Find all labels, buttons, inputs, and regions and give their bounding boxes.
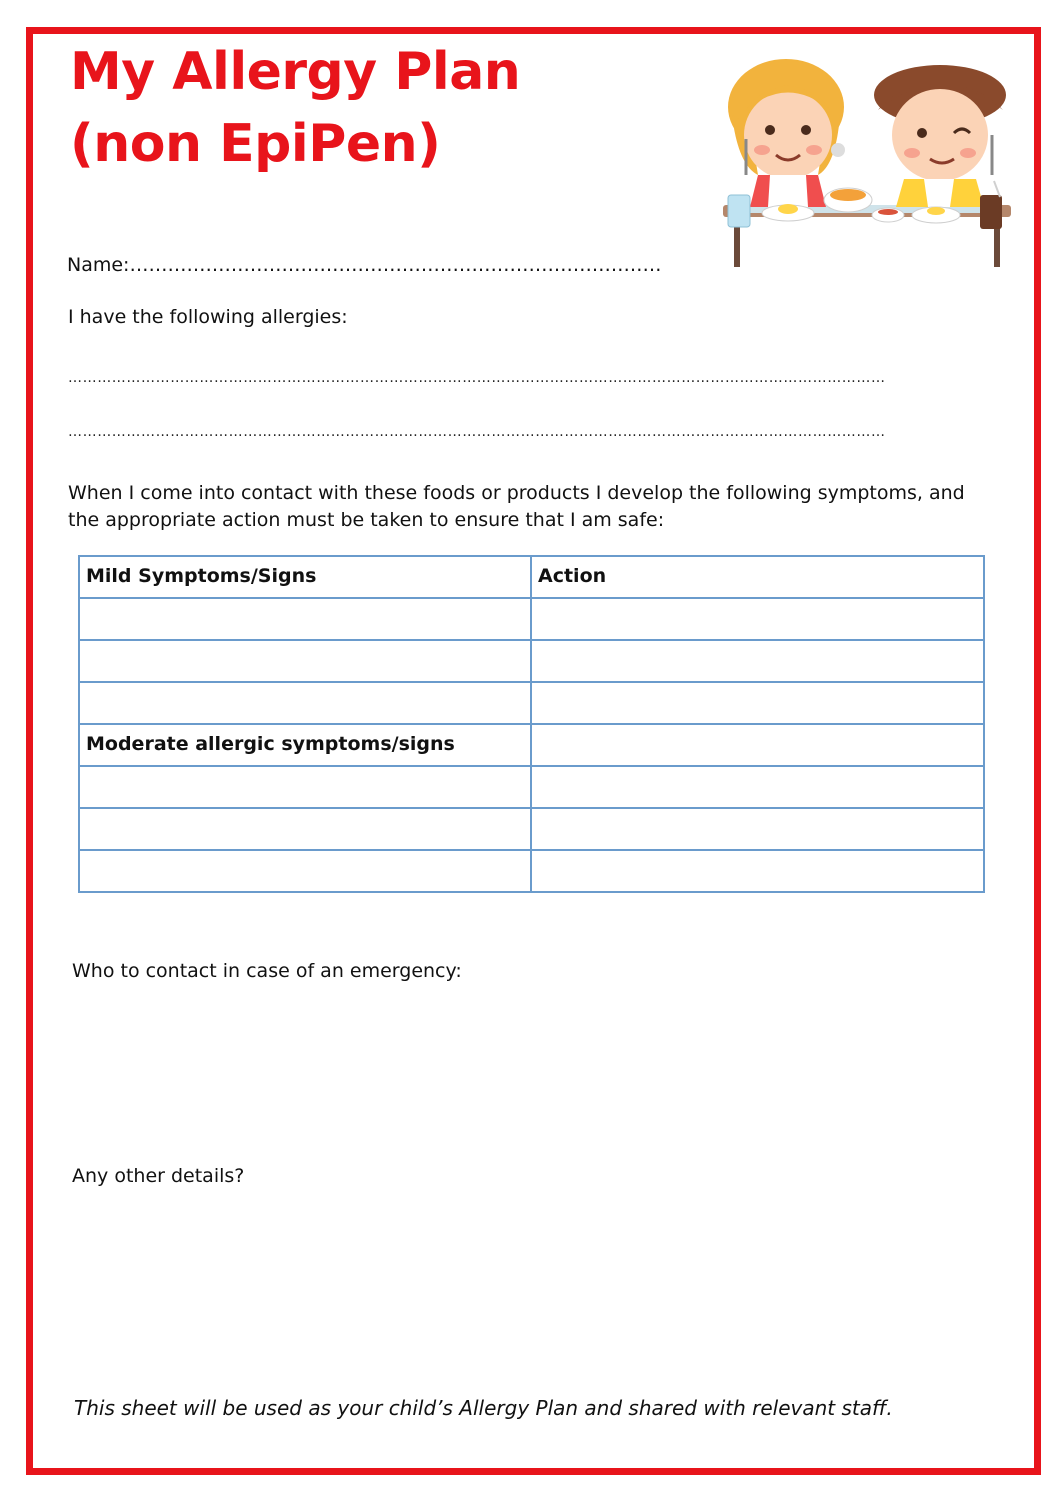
name-field[interactable]: [67, 254, 661, 276]
table-row: [79, 682, 984, 724]
moderate-symptom-cell[interactable]: [79, 808, 531, 850]
emergency-contact-label: Who to contact in case of an emergency:: [72, 960, 462, 982]
table-row: [79, 808, 984, 850]
footer-note: This sheet will be used as your child’s Allergy Plan and shared with relevant staff.: [74, 1396, 893, 1420]
name-label: Name:: [67, 254, 130, 276]
table-row: [79, 556, 984, 598]
moderate-symptoms-header: Moderate allergic symptoms/signs: [79, 724, 531, 766]
action-cell[interactable]: [531, 640, 984, 682]
mild-symptom-cell[interactable]: [79, 640, 531, 682]
table-row: [79, 766, 984, 808]
table-row: [79, 598, 984, 640]
action-cell[interactable]: [531, 598, 984, 640]
children-eating-illustration: [718, 55, 1018, 275]
name-dotted-line: …………………………………………………………………………: [129, 254, 662, 276]
allergies-label: I have the following allergies:: [68, 306, 348, 328]
symptoms-table: [78, 555, 985, 893]
action-header: Action: [531, 556, 984, 598]
table-row: [79, 724, 984, 766]
action-cell[interactable]: [531, 850, 984, 892]
moderate-symptom-cell[interactable]: [79, 766, 531, 808]
page-title: [70, 36, 520, 180]
allergies-line-1[interactable]: ……………………………………………………………………………………………………………………………………………………: [68, 370, 886, 386]
action-cell[interactable]: [531, 766, 984, 808]
action-cell[interactable]: [531, 724, 984, 766]
table-row: [79, 640, 984, 682]
mild-symptom-cell[interactable]: [79, 598, 531, 640]
action-cell[interactable]: [531, 682, 984, 724]
title-line-2: (non EpiPen): [70, 114, 441, 174]
mild-symptoms-header: Mild Symptoms/Signs: [79, 556, 531, 598]
allergies-line-2[interactable]: ……………………………………………………………………………………………………………………………………………………: [68, 424, 886, 440]
title-line-1: My Allergy Plan: [70, 42, 521, 102]
symptoms-intro: When I come into contact with these foods or products I develop the following symptoms, and the appropriate action must be taken to ensure that I am safe:: [68, 482, 965, 531]
other-details-label: Any other details?: [72, 1165, 245, 1187]
action-cell[interactable]: [531, 808, 984, 850]
mild-symptom-cell[interactable]: [79, 682, 531, 724]
table-row: [79, 850, 984, 892]
moderate-symptom-cell[interactable]: [79, 850, 531, 892]
